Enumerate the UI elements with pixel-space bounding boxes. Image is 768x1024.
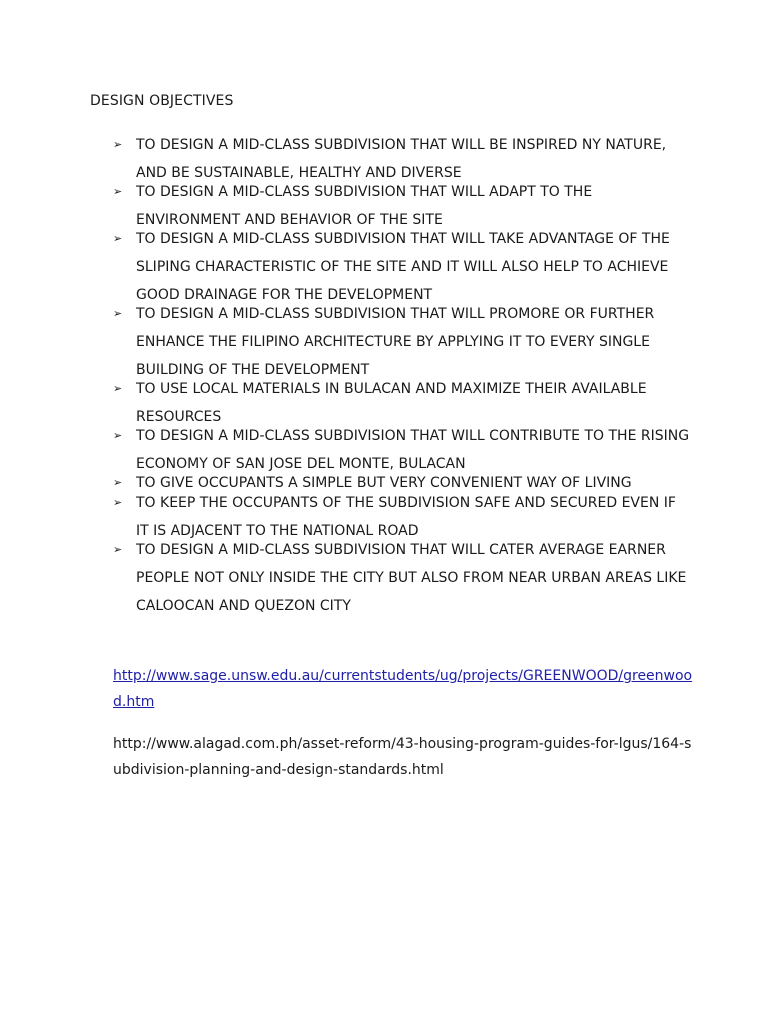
objective-text: TO USE LOCAL MATERIALS IN BULACAN AND MAXIMIZE THEIR AVAILABLE RESOURCES — [136, 381, 647, 425]
objectives-list — [113, 131, 693, 620]
arrow-bullet-icon: ➢ — [113, 307, 123, 320]
objective-text: TO DESIGN A MID-CLASS SUBDIVISION THAT WILL BE INSPIRED NY NATURE, AND BE SUSTAINABLE, HEALTHY AND DIVERSE — [136, 137, 667, 181]
objective-text: TO DESIGN A MID-CLASS SUBDIVISION THAT WILL CATER AVERAGE EARNER PEOPLE NOT ONLY INSIDE THE CITY BUT ALSO FROM NEAR URBAN AREAS LIKE CALOOCAN AND QUEZON CITY — [136, 542, 687, 614]
arrow-bullet-icon: ➢ — [113, 429, 123, 442]
objective-text: TO KEEP THE OCCUPANTS OF THE SUBDIVISION SAFE AND SECURED EVEN IF IT IS ADJACENT TO THE NATIONAL ROAD — [136, 495, 676, 539]
reference-entry — [113, 731, 693, 783]
reference-link-greenwood[interactable]: http://www.sage.unsw.edu.au/currentstudents/ug/projects/GREENWOOD/greenwood.htm — [113, 668, 693, 710]
arrow-bullet-icon: ➢ — [113, 382, 123, 395]
arrow-bullet-icon: ➢ — [113, 496, 123, 509]
arrow-bullet-icon: ➢ — [113, 543, 123, 556]
objective-text: TO DESIGN A MID-CLASS SUBDIVISION THAT WILL PROMORE OR FURTHER ENHANCE THE FILIPINO ARCHITECTURE BY APPLYING IT TO EVERY SINGLE BUILDING OF THE DEVELOPMENT — [136, 306, 655, 378]
reference-entry — [113, 663, 693, 715]
references-section — [113, 663, 693, 799]
list-item — [113, 300, 693, 384]
list-item — [113, 536, 693, 620]
objective-text: TO DESIGN A MID-CLASS SUBDIVISION THAT WILL CONTRIBUTE TO THE RISING ECONOMY OF SAN JOSE DEL MONTE, BULACAN — [136, 428, 690, 472]
reference-text-alagad: http://www.alagad.com.ph/asset-reform/43-housing-program-guides-for-lgus/164-subdivision-planning-and-design-standards.html — [113, 736, 692, 778]
objective-text: TO DESIGN A MID-CLASS SUBDIVISION THAT WILL TAKE ADVANTAGE OF THE SLIPING CHARACTERISTIC OF THE SITE AND IT WILL ALSO HELP TO ACHIEVE GOOD DRAINAGE FOR THE DEVELOPMENT — [136, 231, 670, 303]
arrow-bullet-icon: ➢ — [113, 476, 123, 489]
objective-text: TO GIVE OCCUPANTS A SIMPLE BUT VERY CONVENIENT WAY OF LIVING — [136, 475, 632, 491]
list-item — [113, 225, 693, 309]
arrow-bullet-icon: ➢ — [113, 185, 123, 198]
section-heading: DESIGN OBJECTIVES — [90, 93, 234, 109]
arrow-bullet-icon: ➢ — [113, 138, 123, 151]
arrow-bullet-icon: ➢ — [113, 232, 123, 245]
objective-text: TO DESIGN A MID-CLASS SUBDIVISION THAT WILL ADAPT TO THE ENVIRONMENT AND BEHAVIOR OF THE SITE — [136, 184, 593, 228]
